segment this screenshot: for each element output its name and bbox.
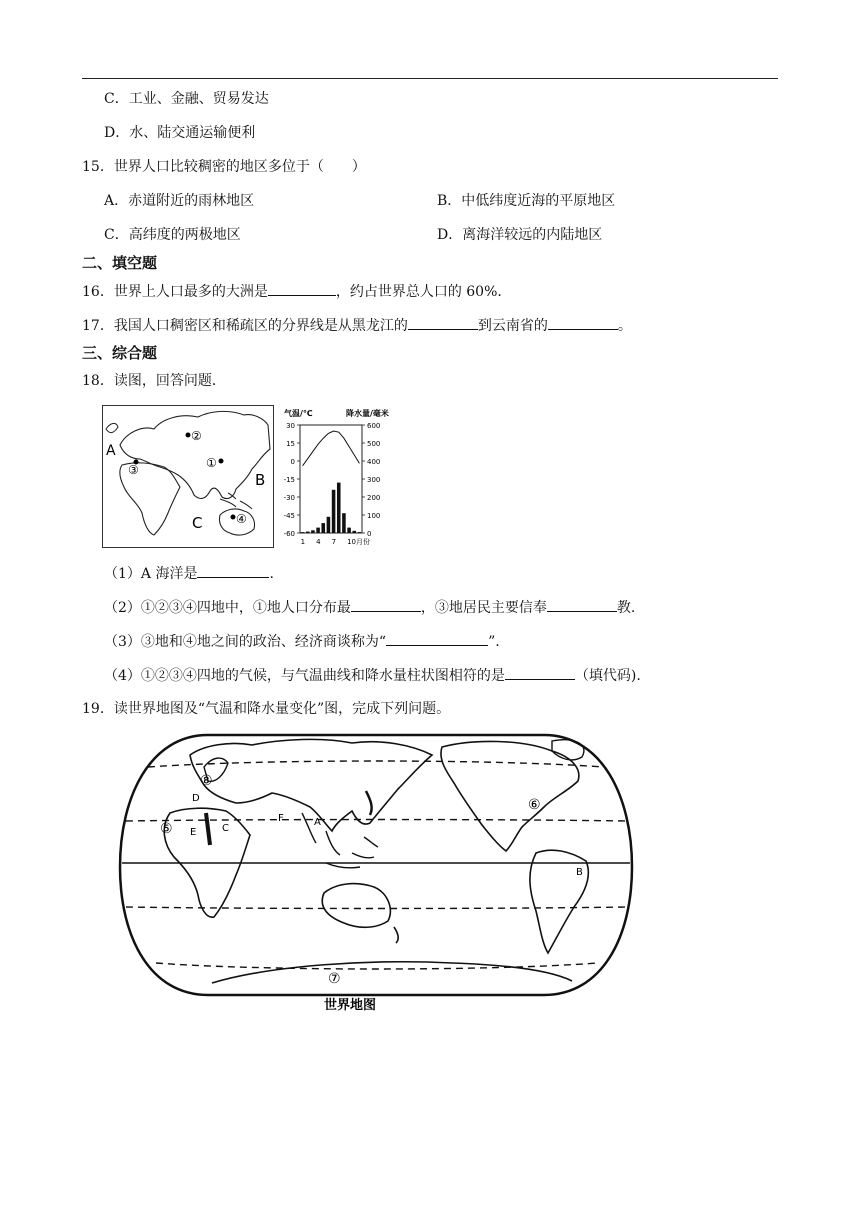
precip-tick-label: 200 (367, 494, 381, 502)
q18-sub2 (104, 597, 635, 618)
month-tick-label: 4 (316, 538, 321, 546)
map19-label-8: ⑧ (200, 773, 213, 789)
point-4-dot (231, 515, 236, 520)
map19-label-b: B (576, 867, 583, 878)
precip-tick-label: 500 (367, 440, 381, 448)
header-rule (82, 78, 778, 79)
precip-bar (316, 528, 320, 533)
chart-header-right: 降水量/毫米 (346, 409, 389, 418)
q18-sub4-blank[interactable] (505, 665, 575, 680)
q18-sub4-text-2: （填代码). (574, 668, 641, 684)
map-label-4: ④ (236, 512, 247, 526)
month-tick-label: 1 (300, 538, 306, 546)
q15-option-a[interactable]: A．赤道附近的雨林地区 (104, 193, 255, 209)
precip-bar (358, 532, 362, 533)
map19-title: 世界地图 (324, 998, 377, 1013)
q18-sub1-blank[interactable] (197, 563, 269, 578)
chart-plot-frame (300, 425, 362, 533)
point-1-dot (219, 459, 224, 464)
precip-tick-label: 600 (367, 422, 381, 430)
map19-label-c: C (222, 823, 229, 834)
map19-label-d: D (192, 793, 200, 804)
q18-sub3 (104, 631, 500, 652)
q17-text-3: 。 (617, 318, 632, 334)
q18-stem: 18．读图，回答问题． (82, 373, 226, 389)
q18-sub2-blank-2[interactable] (547, 597, 617, 612)
map19-label-5: ⑤ (160, 821, 173, 837)
q17 (82, 315, 632, 336)
map19-label-e: E (190, 827, 197, 838)
q16 (82, 281, 502, 302)
precip-bar (337, 483, 341, 533)
q17-blank-2[interactable] (548, 315, 618, 330)
q18-sub3-text-1: （3）③地和④地之间的政治、经济商谈称为“ (104, 634, 387, 650)
q18-sub2-blank-1[interactable] (351, 597, 421, 612)
section-3-title: 三、综合题 (82, 344, 158, 362)
map-label-a: A (106, 443, 116, 459)
point-2-dot (186, 433, 191, 438)
precip-bar (306, 532, 310, 533)
section-2-title: 二、填空题 (82, 254, 158, 272)
map19-label-6: ⑥ (528, 797, 541, 813)
q15-option-c[interactable]: C．高纬度的两极地区 (104, 227, 241, 243)
map19-label-a: A (314, 817, 321, 828)
q17-text-1: 17．我国人口稠密区和稀疏区的分界线是从黑龙江的 (82, 318, 408, 334)
month-tick-label: 7 (331, 538, 337, 546)
q18-sub2-text-3: 教. (616, 600, 636, 616)
temp-tick-label: -45 (283, 512, 295, 520)
precip-bar (352, 531, 356, 533)
q18-sub3-text-2: ”. (488, 634, 500, 650)
q16-text-1: 16．世界上人口最多的大洲是 (82, 284, 268, 300)
q18-sub2-text-1: （2）①②③④四地中，①地人口分布最 (104, 600, 351, 616)
temperature-line (303, 431, 360, 466)
q16-blank[interactable] (268, 281, 336, 296)
map-label-1: ① (206, 456, 217, 470)
map19-label-f: F (278, 813, 284, 824)
map19-label-7: ⑦ (328, 971, 341, 987)
q15-stem: 15．世界人口比较稠密的地区多位于（ ） (82, 159, 366, 175)
temp-tick-label: 0 (290, 458, 295, 466)
q18-world-map (102, 405, 274, 548)
precip-tick-label: 300 (367, 476, 381, 484)
precip-bar (321, 523, 325, 533)
precip-bar (342, 513, 346, 533)
precip-tick-label: 0 (367, 530, 372, 538)
q15-option-b[interactable]: B．中低纬度近海的平原地区 (437, 193, 616, 209)
map-label-3: ③ (128, 463, 139, 477)
q18-climate-chart (278, 405, 396, 553)
q16-text-2: ，约占世界总人口的 60%. (335, 284, 502, 300)
q19-stem: 19．读世界地图及“气温和降水量变化”图，完成下列问题。 (82, 701, 451, 717)
q18-sub2-text-2: ，③地居民主要信奉 (420, 600, 547, 616)
q18-sub1 (104, 563, 274, 584)
temp-tick-label: -30 (283, 494, 295, 502)
temp-tick-label: -15 (283, 476, 295, 484)
temp-tick-label: 30 (286, 422, 295, 430)
precip-bar (301, 532, 305, 533)
month-tick-label: 10月份 (347, 538, 371, 546)
map-label-c: C (192, 514, 203, 532)
q15-option-d[interactable]: D．离海洋较远的内陆地区 (437, 227, 603, 243)
map-label-2: ② (191, 429, 202, 443)
q18-sub3-blank[interactable] (386, 631, 488, 646)
precip-bar (332, 490, 336, 533)
map-label-b: B (255, 471, 266, 489)
precip-bar (327, 517, 331, 533)
q14-option-d[interactable]: D．水、陆交通运输便利 (104, 125, 256, 141)
temp-tick-label: -60 (283, 530, 295, 538)
q18-sub1-text: （1）A 海洋是 (104, 566, 198, 582)
q18-sub4 (104, 665, 641, 686)
q18-sub4-text-1: （4）①②③④四地的气候，与气温曲线和降水量柱状图相符的是 (104, 668, 505, 684)
q14-option-c[interactable]: C．工业、金融、贸易发达 (104, 91, 269, 107)
precip-tick-label: 400 (367, 458, 381, 466)
chart-header-left: 气温/℃ (284, 409, 313, 418)
precip-tick-label: 100 (367, 512, 381, 520)
temp-tick-label: 15 (286, 440, 295, 448)
q17-blank-1[interactable] (408, 315, 478, 330)
precip-bar (311, 530, 315, 533)
precip-bar (347, 528, 351, 533)
q17-text-2: 到云南省的 (477, 318, 548, 334)
q18-sub1-end: . (269, 566, 274, 582)
q19-world-map (112, 727, 640, 1017)
